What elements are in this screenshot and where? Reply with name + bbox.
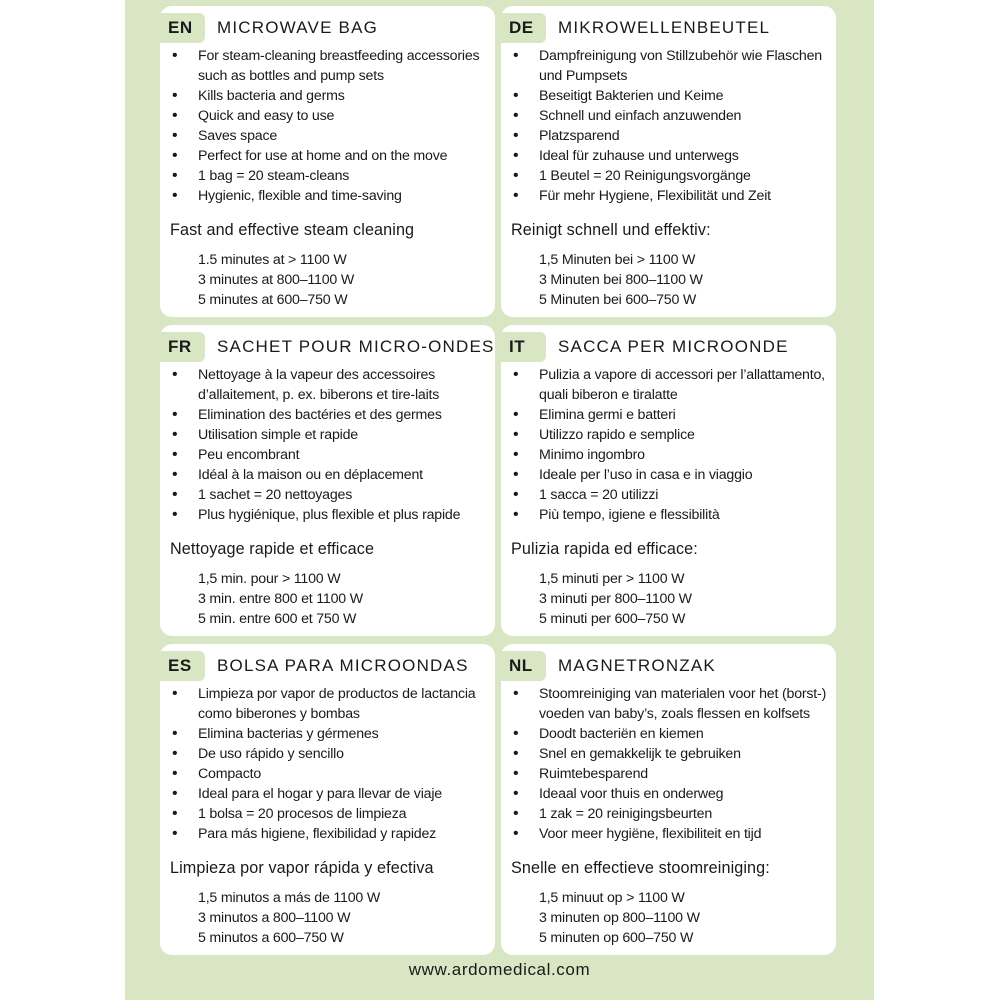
list-item: • Minimo ingombro: [511, 445, 830, 465]
cleaning-times-list: [539, 888, 830, 948]
list-item: 1,5 minuti per > 1100 W: [539, 571, 685, 587]
list-item: • Stoomreiniging van materialen voor het (borst-) voeden van baby’s, zoals flessen en kolfsets: [511, 684, 830, 724]
section-header: [501, 12, 836, 44]
section-title: MAGNETRONZAK: [558, 656, 716, 675]
section-subheading: Snelle en effectieve stoomreiniging:: [511, 859, 770, 877]
list-item: • Quick and easy to use: [170, 106, 489, 126]
list-item: 5 minutos a 600–750 W: [198, 930, 344, 946]
section-subheading: Fast and effective steam cleaning: [170, 221, 415, 239]
list-item: • Ideal für zuhause und unterwegs: [511, 146, 830, 166]
cleaning-times-list: [198, 250, 489, 310]
language-code-badge: FR: [160, 332, 205, 362]
list-item: • Ideale per l’uso in casa e in viaggio: [511, 465, 830, 485]
language-code-badge: EN: [160, 13, 205, 43]
list-item: • 1 sacca = 20 utilizzi: [511, 485, 830, 505]
section-header: [160, 12, 495, 44]
language-code-badge: DE: [501, 13, 546, 43]
section-en: [160, 6, 495, 317]
section-subheading: Limpieza por vapor rápida y efectiva: [170, 859, 434, 877]
section-header: [501, 331, 836, 363]
section-es: [160, 644, 495, 955]
section-subheading: Nettoyage rapide et efficace: [170, 540, 375, 558]
cleaning-times-list: [539, 569, 830, 629]
list-item: • Utilisation simple et rapide: [170, 425, 489, 445]
section-header: [160, 331, 495, 363]
list-item: • Hygienic, flexible and time-saving: [170, 186, 489, 206]
section-title: SACCA PER MICROONDE: [558, 337, 789, 356]
section-title: SACHET POUR MICRO-ONDES: [217, 337, 495, 356]
language-code-badge: NL: [501, 651, 546, 681]
list-item: • Ideal para el hogar y para llevar de viaje: [170, 784, 489, 804]
feature-list: [511, 46, 830, 206]
section-nl: [501, 644, 836, 955]
list-item: • 1 zak = 20 reinigingsbeurten: [511, 804, 830, 824]
list-item: 1,5 minutos a más de 1100 W: [198, 890, 381, 906]
cleaning-times-list: [198, 569, 489, 629]
list-item: • Più tempo, igiene e flessibilità: [511, 505, 830, 525]
website-url: www.ardomedical.com: [408, 960, 591, 979]
feature-list: [170, 365, 489, 525]
feature-list: [511, 684, 830, 844]
list-item: 3 minutos a 800–1100 W: [198, 910, 351, 926]
section-subheading: Pulizia rapida ed efficace:: [511, 540, 698, 558]
feature-list: [170, 46, 489, 206]
list-item: • Nettoyage à la vapeur des accessoires d’allaitement, p. ex. biberons et tire-laits: [170, 365, 489, 405]
list-item: • Ideaal voor thuis en onderweg: [511, 784, 830, 804]
feature-list: [511, 365, 830, 525]
list-item: • Utilizzo rapido e semplice: [511, 425, 830, 445]
list-item: 3 minuten op 800–1100 W: [539, 910, 700, 926]
list-item: • Elimina bacterias y gérmenes: [170, 724, 489, 744]
language-code-badge: ES: [160, 651, 205, 681]
list-item: • Para más higiene, flexibilidad y rapidez: [170, 824, 489, 844]
list-item: 5 minuti per 600–750 W: [539, 611, 686, 627]
list-item: • Saves space: [170, 126, 489, 146]
list-item: • Schnell und einfach anzuwenden: [511, 106, 830, 126]
list-item: • Idéal à la maison ou en déplacement: [170, 465, 489, 485]
list-item: 5 minutes at 600–750 W: [198, 292, 348, 308]
list-item: 1,5 minuut op > 1100 W: [539, 890, 685, 906]
list-item: 3 minuti per 800–1100 W: [539, 591, 692, 607]
section-subheading: Reinigt schnell und effektiv:: [511, 221, 711, 239]
list-item: • Für mehr Hygiene, Flexibilität und Zeit: [511, 186, 830, 206]
list-item: • 1 sachet = 20 nettoyages: [170, 485, 489, 505]
section-fr: [160, 325, 495, 636]
list-item: • Limpieza por vapor de productos de lactancia como biberones y bombas: [170, 684, 489, 724]
cleaning-times-list: [198, 888, 489, 948]
list-item: 1,5 Minuten bei > 1100 W: [539, 252, 696, 268]
section-title: MIKROWELLENBEUTEL: [558, 18, 771, 37]
list-item: 5 min. entre 600 et 750 W: [198, 611, 357, 627]
list-item: • Snel en gemakkelijk te gebruiken: [511, 744, 830, 764]
list-item: • Platzsparend: [511, 126, 830, 146]
list-item: • Ruimtebesparend: [511, 764, 830, 784]
list-item: • Kills bacteria and germs: [170, 86, 489, 106]
section-de: [501, 6, 836, 317]
section-header: [501, 650, 836, 682]
list-item: • De uso rápido y sencillo: [170, 744, 489, 764]
list-item: 1,5 min. pour > 1100 W: [198, 571, 341, 587]
list-item: 5 minuten op 600–750 W: [539, 930, 694, 946]
feature-list: [170, 684, 489, 844]
list-item: • 1 bag = 20 steam-cleans: [170, 166, 489, 186]
list-item: • Beseitigt Bakterien und Keime: [511, 86, 830, 106]
list-item: • Doodt bacteriën en kiemen: [511, 724, 830, 744]
list-item: • 1 Beutel = 20 Reinigungsvorgänge: [511, 166, 830, 186]
list-item: 5 Minuten bei 600–750 W: [539, 292, 697, 308]
list-item: • Compacto: [170, 764, 489, 784]
list-item: • Dampfreinigung von Stillzubehör wie Flaschen und Pumpsets: [511, 46, 830, 86]
list-item: 3 Minuten bei 800–1100 W: [539, 272, 703, 288]
list-item: • Plus hygiénique, plus flexible et plus rapide: [170, 505, 489, 525]
list-item: 3 min. entre 800 et 1100 W: [198, 591, 363, 607]
list-item: • For steam-cleaning breastfeeding accessories such as bottles and pump sets: [170, 46, 489, 86]
list-item: • Elimina germi e batteri: [511, 405, 830, 425]
section-it: [501, 325, 836, 636]
section-title: MICROWAVE BAG: [217, 18, 379, 37]
list-item: • Pulizia a vapore di accessori per l’allattamento, quali biberon e tiralatte: [511, 365, 830, 405]
list-item: 1.5 minutes at > 1100 W: [198, 252, 347, 268]
cleaning-times-list: [539, 250, 830, 310]
section-title: BOLSA PARA MICROONDAS: [217, 656, 469, 675]
section-header: [160, 650, 495, 682]
list-item: • Elimination des bactéries et des germes: [170, 405, 489, 425]
list-item: • 1 bolsa = 20 procesos de limpieza: [170, 804, 489, 824]
language-code-badge: IT: [501, 332, 546, 362]
list-item: 3 minutes at 800–1100 W: [198, 272, 355, 288]
list-item: • Voor meer hygiëne, flexibiliteit en tijd: [511, 824, 830, 844]
list-item: • Perfect for use at home and on the move: [170, 146, 489, 166]
list-item: • Peu encombrant: [170, 445, 489, 465]
